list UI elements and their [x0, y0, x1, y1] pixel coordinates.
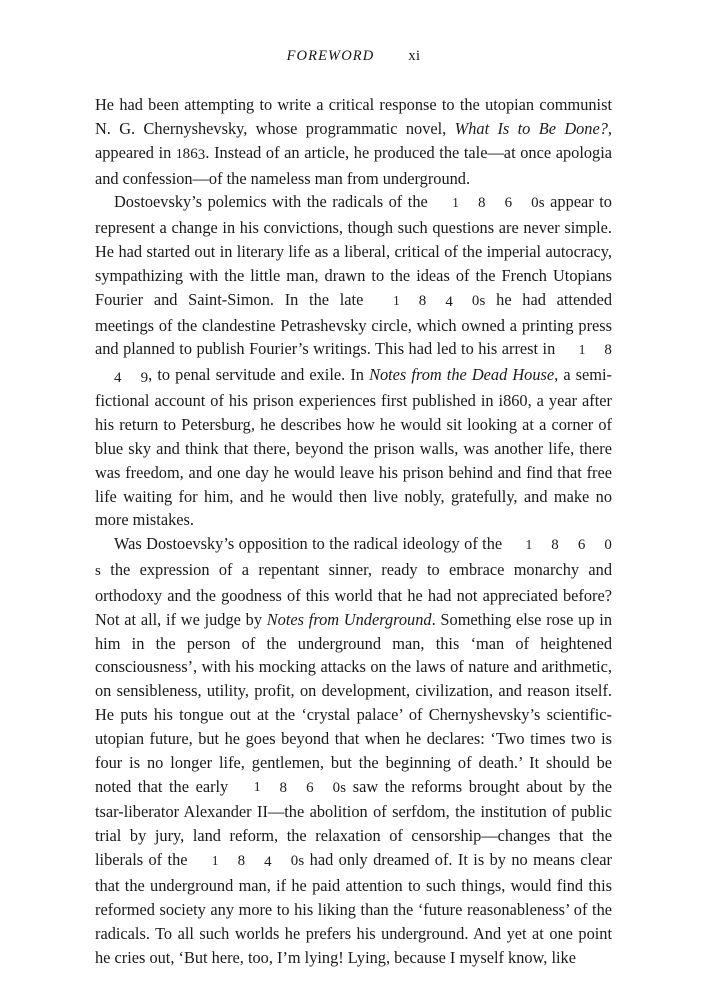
paragraph: Dostoevsky’s polemics with the radicals of the 1 8 6 0s appear to represent a change in his convictions, though such questions are never simple. He had started out in literary life as a liberal, critical of the imperial autocracy, sympathizing with the little man, drawn to the ideas of the French Utopians Fourier and Saint-Simon. In the late 1 8 4 0s he had attended meetings of the clandestine Petrashevsky circle, which owned a printing press and planned to publish Fourier’s writings. This had led to his arrest in 1 84 9, to penal servitude and exile. In Notes from the Dead House, a semi-fictional account of his prison experiences first published in i860, a year after his return to Petersburg, he describes how he would sit looking at a corner of blue sky and think that there, beyond the prison walls, was another life, there was freedom, and one day he would leave his prison behind and find that free life waiting for him, and he would then live nobly, gratefully, and make no more mistakes.: [95, 192, 612, 530]
old-style-numeral: 1 8 6 0s: [95, 537, 612, 580]
paragraph: He had been attempting to write a critical response to the utopian communist N. G. Chernyshevsky, whose programmatic novel, What Is to Be Done?, appeared in 1863. Instead of an article, he produced the tale—at once apologia and confession—of the nameless man from underground.: [95, 95, 612, 188]
book-title: What Is to Be Done?: [454, 118, 608, 138]
paragraph: Was Dostoevsky’s opposition to the radical ideology of the 1 8 6 0s the expression of a repentant sinner, ready to embrace monarchy and orthodoxy and the goodness of this world that he had not appreciated before? Not at all, if we judge by Notes from Underground. Something else rose up in him in the person of the underground man, this ‘man of heightened consciousness’, with his mocking attacks on the laws of nature and arithmetic, on sensibleness, utility, profit, on development, civilization, and reason itself. He puts his tongue out at the ‘crystal palace’ of Chernyshevsky’s scientific-utopian future, but he goes beyond that when he declares: ‘Two times two is four is no longer life, gentlemen, but the beginning of death.’ It should be noted that the early 1 8 6 0s saw the reforms brought about by the tsar-liberator Alexander II—the abolition of serfdom, the institution of public trial by jury, land reform, the relaxation of censorship—changes that the liberals of the 1 8 4 0s had only dreamed of. It is by no means clear that the underground man, if he paid attention to such things, would find this reformed society any more to his liking than the ‘future reasonableness’ of the radicals. To all such worlds he prefers his underground. And yet at one point he cries out, ‘But here, too, I’m lying! Lying, because I myself know, like: [95, 534, 613, 967]
old-style-numeral: 1 8 6 0s: [253, 779, 347, 796]
running-head: [95, 48, 612, 65]
old-style-numeral: 1 8 4 0s: [393, 292, 486, 311]
page-folio: xi: [408, 48, 421, 64]
book-title: Notes from Underground: [266, 609, 432, 629]
old-style-numeral: 1863: [175, 145, 206, 163]
old-style-numeral: 1 84 9: [114, 342, 612, 386]
old-style-numeral: 1 8 6 0s: [452, 195, 545, 212]
body-text-block: [95, 93, 612, 969]
book-title: Notes from the Dead House: [369, 365, 555, 385]
running-head-title: FOREWORD: [286, 48, 375, 64]
old-style-numeral: 1 8 4 0s: [211, 852, 305, 871]
